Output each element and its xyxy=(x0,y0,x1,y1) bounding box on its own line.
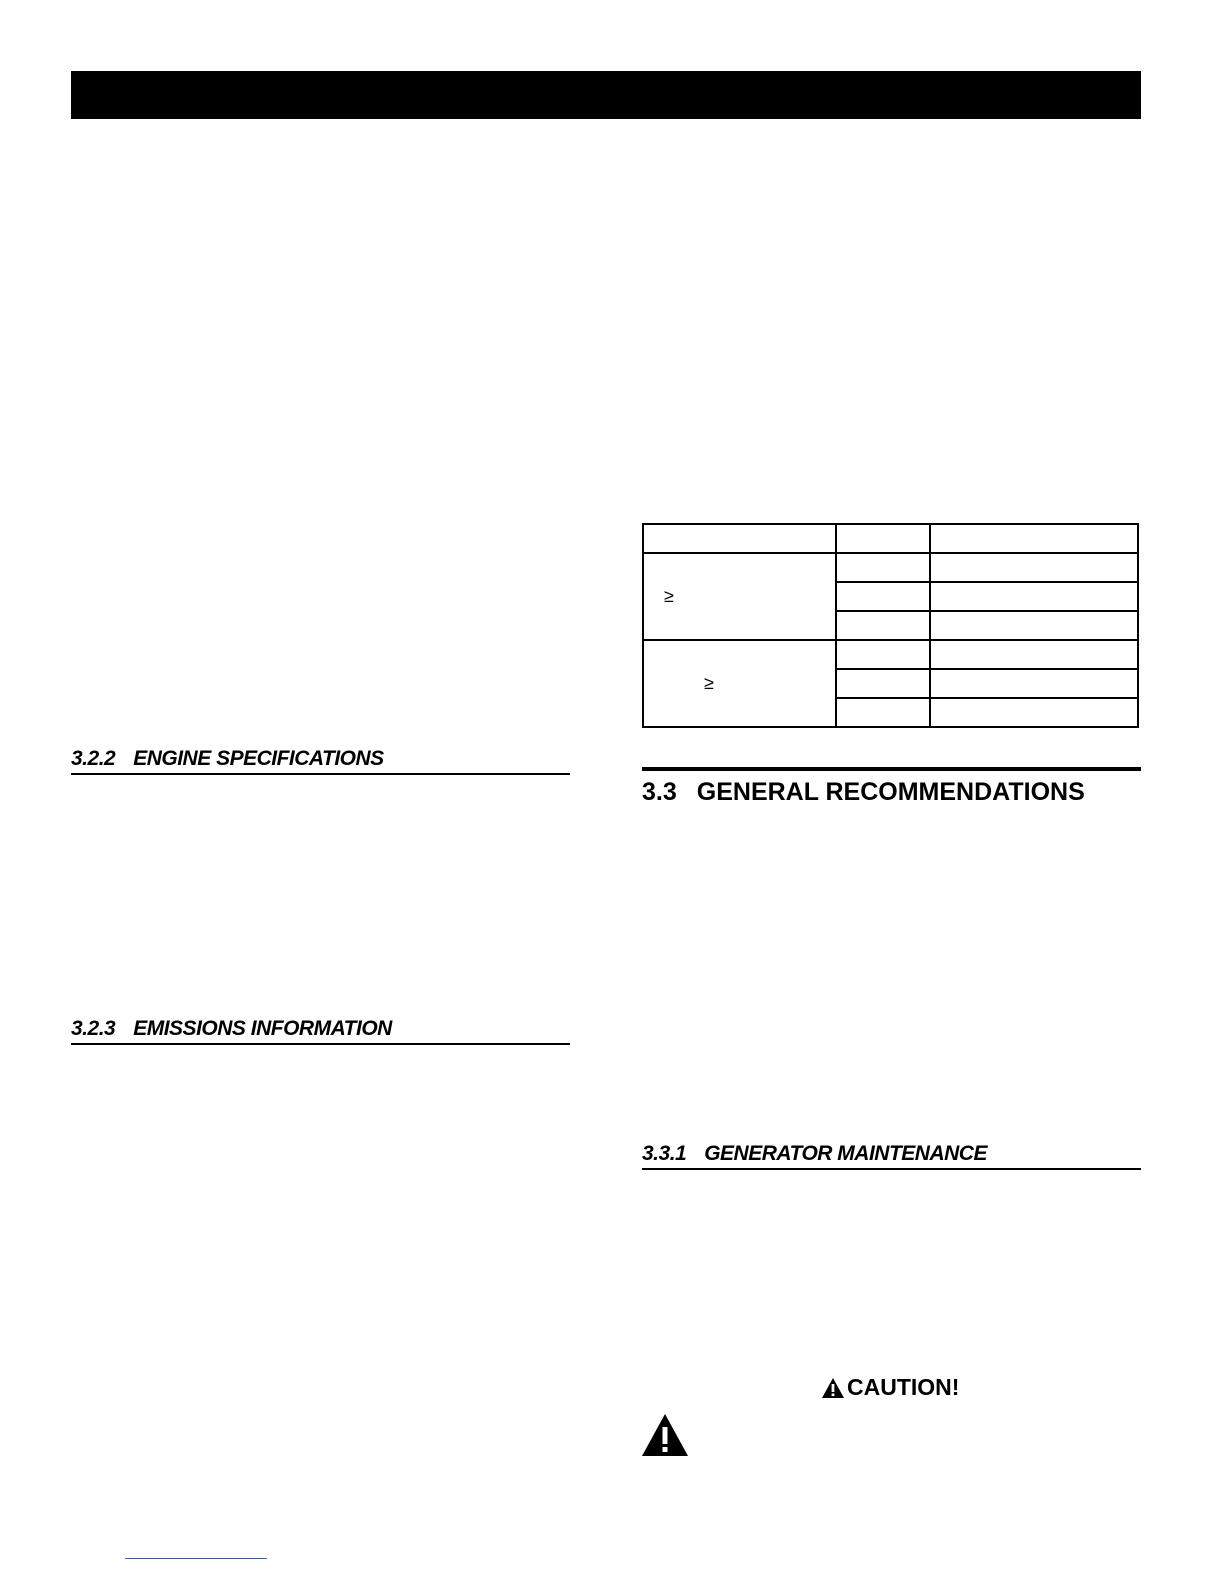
section-title: EMISSIONS INFORMATION xyxy=(133,1017,392,1040)
greater-equal-symbol: ≥ xyxy=(664,586,674,606)
warning-triangle-icon xyxy=(822,1378,844,1398)
warning-triangle-icon xyxy=(642,1414,688,1461)
table-group-cell xyxy=(643,640,836,727)
caution-text: CAUTION! xyxy=(847,1374,960,1400)
header-bar xyxy=(71,71,1141,119)
section-title: GENERATOR MAINTENANCE xyxy=(704,1142,987,1165)
section-title: GENERAL RECOMMENDATIONS xyxy=(696,778,1085,806)
section-number: 3.3.1 xyxy=(642,1142,687,1165)
table-row xyxy=(643,640,1138,669)
caution-label xyxy=(822,1374,959,1401)
section-title: ENGINE SPECIFICATIONS xyxy=(133,747,384,770)
section-number: 3.2.3 xyxy=(71,1017,116,1040)
table-header-row xyxy=(643,524,1138,553)
section-heading-general-recommendations xyxy=(642,767,1141,807)
footer-link-underline xyxy=(125,1558,267,1559)
section-heading-emissions-information xyxy=(71,1016,570,1045)
section-number: 3.2.2 xyxy=(71,747,116,770)
greater-equal-symbol: ≥ xyxy=(704,673,714,693)
table-row xyxy=(643,553,1138,582)
emissions-table xyxy=(642,523,1139,728)
section-number: 3.3 xyxy=(642,778,677,806)
section-heading-engine-specifications xyxy=(71,746,570,775)
table-group-cell xyxy=(643,553,836,640)
section-heading-generator-maintenance xyxy=(642,1141,1141,1170)
